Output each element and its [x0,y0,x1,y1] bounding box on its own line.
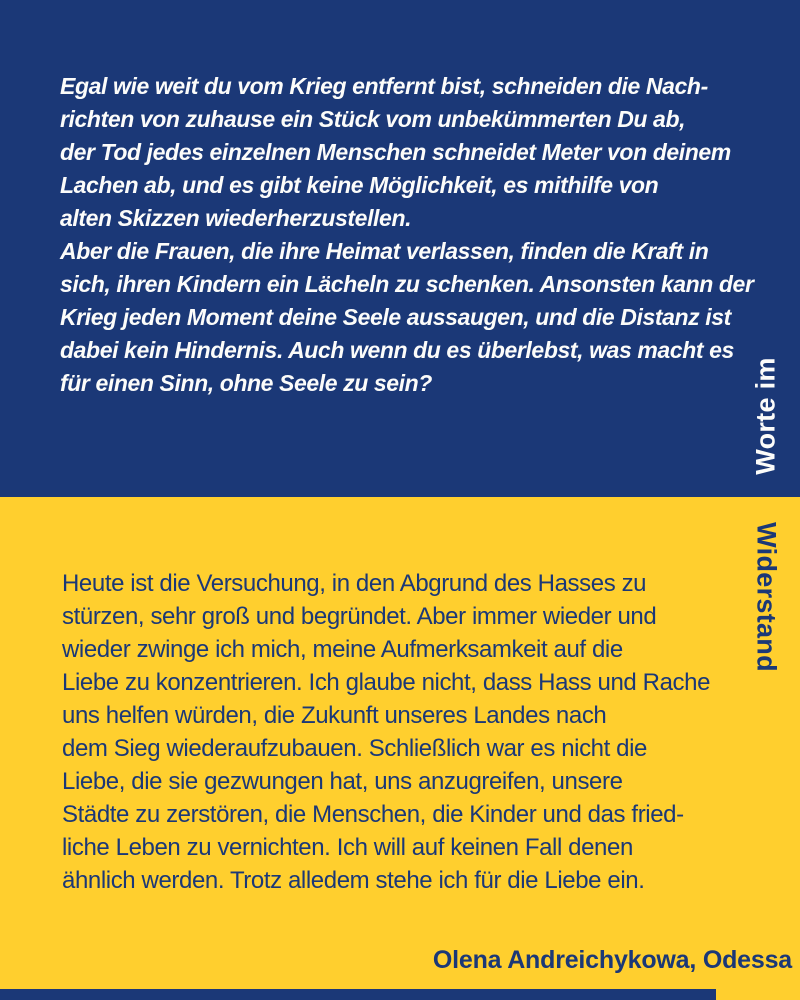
text-line: Liebe, die sie gezwungen hat, uns anzugreifen, unsere [62,768,623,795]
yellow-section-paragraph [62,567,732,897]
vertical-title-worte-im: Worte im [750,357,781,475]
text-line: dem Sieg wiederaufzubauen. Schließlich war es nicht die [62,735,647,762]
text-line: dabei kein Hindernis. Auch wenn du es überlebst, was macht es [60,337,734,363]
text-line: wieder zwinge ich mich, meine Aufmerksamkeit auf die [62,636,623,663]
text-line: alten Skizzen wiederherzustellen. [60,205,412,231]
text-line: ähnlich werden. Trotz alledem stehe ich für die Liebe ein. [62,867,645,894]
text-line: liche Leben zu vernichten. Ich will auf keinen Fall denen [62,834,633,861]
blue-section-paragraph [60,70,754,400]
text-line: Heute ist die Versuchung, in den Abgrund des Hasses zu [62,570,647,597]
text-line: Lachen ab, und es gibt keine Möglichkeit, es mithilfe von [60,172,659,198]
text-line: Aber die Frauen, die ihre Heimat verlassen, finden die Kraft in [60,238,709,264]
vertical-title-widerstand: Widerstand [751,522,782,672]
text-line: Städte zu zerstören, die Menschen, die Kinder und das fried- [62,801,684,828]
text-line: uns helfen würden, die Zukunft unseres Landes nach [62,702,607,729]
text-line: für einen Sinn, ohne Seele zu sein? [60,370,432,396]
text-line: der Tod jedes einzelnen Menschen schneidet Meter von deinem [60,139,731,165]
text-line: Egal wie weit du vom Krieg entfernt bist, schneiden die Nach- [60,73,708,99]
text-line: Krieg jeden Moment deine Seele aussaugen, und die Distanz ist [60,304,731,330]
text-line: sich, ihren Kindern ein Lächeln zu schenken. Ansonsten kann der [60,271,754,297]
text-line: Liebe zu konzentrieren. Ich glaube nicht, dass Hass und Rache [62,669,711,696]
bottom-accent-bar [0,989,716,1000]
text-line: richten von zuhause ein Stück vom unbekümmerten Du ab, [60,106,686,132]
author-credit: Olena Andreichykowa, Odessa [432,946,792,974]
text-line: stürzen, sehr groß und begründet. Aber immer wieder und [62,603,657,630]
